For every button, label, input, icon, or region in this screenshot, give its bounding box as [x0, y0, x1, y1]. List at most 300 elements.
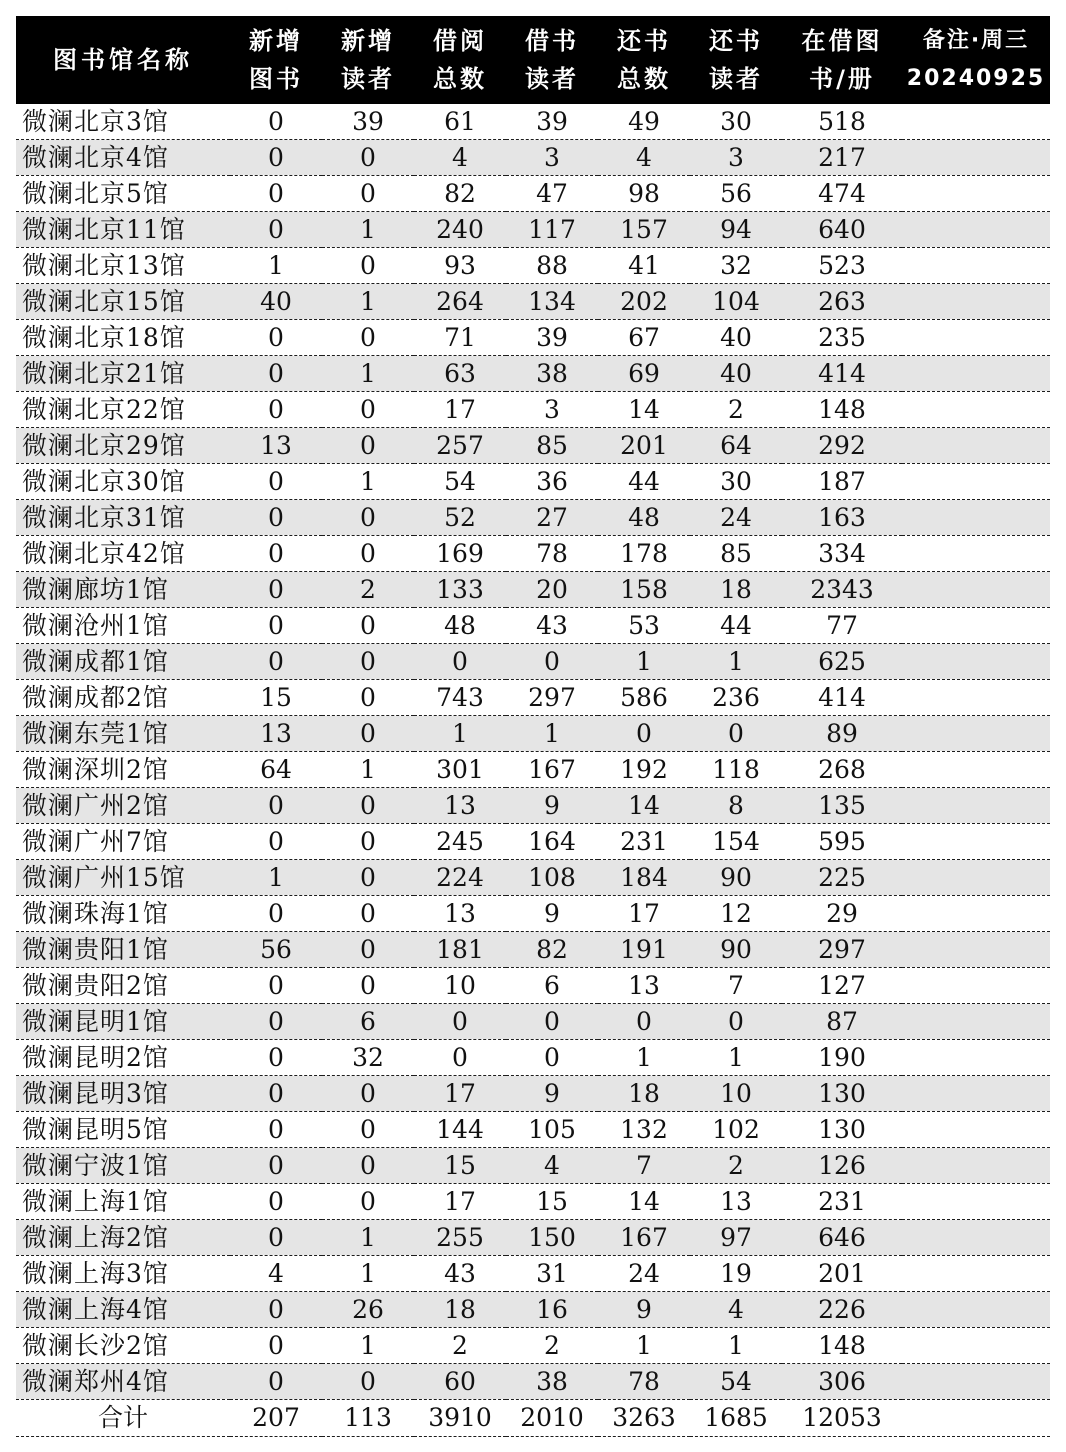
table-cell: 0	[230, 320, 322, 356]
table-cell: 6	[506, 968, 598, 1004]
table-row	[16, 1364, 1050, 1400]
library-name-cell: 微澜上海3馆	[16, 1256, 230, 1292]
table-cell: 13	[598, 968, 690, 1004]
table-cell: 135	[782, 788, 902, 824]
table-cell: 0	[230, 572, 322, 608]
table-cell: 15	[506, 1184, 598, 1220]
table-cell: 60	[414, 1364, 506, 1400]
table-cell: 54	[414, 464, 506, 500]
table-cell: 150	[506, 1220, 598, 1256]
library-name-cell: 微澜上海1馆	[16, 1184, 230, 1220]
table-cell: 78	[598, 1364, 690, 1400]
table-cell: 105	[506, 1112, 598, 1148]
table-row	[16, 500, 1050, 536]
table-cell: 523	[782, 248, 902, 284]
table-cell: 0	[230, 1364, 322, 1400]
table-cell: 3	[506, 392, 598, 428]
table-cell: 187	[782, 464, 902, 500]
library-name-cell: 微澜北京13馆	[16, 248, 230, 284]
table-cell: 15	[414, 1148, 506, 1184]
table-cell: 88	[506, 248, 598, 284]
table-cell: 743	[414, 680, 506, 716]
table-row	[16, 824, 1050, 860]
table-row	[16, 896, 1050, 932]
library-name-cell: 微澜北京42馆	[16, 536, 230, 572]
table-footer	[16, 1400, 1050, 1437]
table-row	[16, 1004, 1050, 1040]
table-cell: 0	[230, 1328, 322, 1364]
table-cell: 40	[230, 284, 322, 320]
table-cell: 2	[506, 1328, 598, 1364]
table-row	[16, 1328, 1050, 1364]
table-cell: 1	[690, 644, 782, 680]
library-name-cell: 微澜沧州1馆	[16, 608, 230, 644]
table-cell: 1	[506, 716, 598, 752]
table-cell: 0	[230, 824, 322, 860]
table-cell: 625	[782, 644, 902, 680]
table-cell: 163	[782, 500, 902, 536]
totals-cell: 12053	[782, 1400, 902, 1437]
table-cell: 224	[414, 860, 506, 896]
table-cell: 518	[782, 104, 902, 140]
table-cell: 0	[230, 1004, 322, 1040]
table-cell	[902, 824, 1050, 860]
table-cell: 104	[690, 284, 782, 320]
table-cell	[902, 572, 1050, 608]
table-cell: 87	[782, 1004, 902, 1040]
header-total-returns: 还书 总数	[598, 16, 690, 104]
table-cell: 181	[414, 932, 506, 968]
table-cell	[902, 1292, 1050, 1328]
table-row	[16, 536, 1050, 572]
table-cell: 0	[230, 1112, 322, 1148]
library-name-cell: 微澜长沙2馆	[16, 1328, 230, 1364]
table-cell: 4	[598, 140, 690, 176]
library-name-cell: 微澜昆明3馆	[16, 1076, 230, 1112]
table-cell: 39	[322, 104, 414, 140]
table-row	[16, 572, 1050, 608]
table-cell: 133	[414, 572, 506, 608]
table-cell: 297	[782, 932, 902, 968]
table-cell: 1	[598, 644, 690, 680]
table-cell: 17	[598, 896, 690, 932]
table-cell: 2	[322, 572, 414, 608]
library-name-cell: 微澜东莞1馆	[16, 716, 230, 752]
table-cell: 1	[322, 212, 414, 248]
totals-row	[16, 1400, 1050, 1437]
table-cell: 97	[690, 1220, 782, 1256]
library-name-cell: 微澜昆明5馆	[16, 1112, 230, 1148]
library-name-cell: 微澜昆明2馆	[16, 1040, 230, 1076]
table-cell	[902, 1364, 1050, 1400]
table-cell: 0	[322, 1112, 414, 1148]
table-cell: 27	[506, 500, 598, 536]
table-cell	[902, 248, 1050, 284]
table-cell: 9	[506, 788, 598, 824]
table-cell: 0	[322, 788, 414, 824]
table-cell: 0	[322, 1076, 414, 1112]
table-cell	[902, 608, 1050, 644]
table-cell	[902, 860, 1050, 896]
library-name-cell: 微澜北京15馆	[16, 284, 230, 320]
table-row	[16, 140, 1050, 176]
table-cell: 235	[782, 320, 902, 356]
table-cell: 4	[230, 1256, 322, 1292]
table-cell: 0	[322, 140, 414, 176]
totals-label: 合计	[16, 1400, 230, 1437]
table-row	[16, 932, 1050, 968]
table-cell: 48	[414, 608, 506, 644]
table-cell: 61	[414, 104, 506, 140]
table-cell	[902, 896, 1050, 932]
table-cell: 9	[506, 1076, 598, 1112]
table-cell: 102	[690, 1112, 782, 1148]
header-row	[16, 16, 1050, 104]
table-cell	[902, 1040, 1050, 1076]
table-cell: 53	[598, 608, 690, 644]
table-cell: 44	[598, 464, 690, 500]
table-cell: 1	[598, 1328, 690, 1364]
table-cell	[902, 320, 1050, 356]
table-cell: 154	[690, 824, 782, 860]
table-cell: 47	[506, 176, 598, 212]
table-cell: 164	[506, 824, 598, 860]
table-cell: 167	[598, 1220, 690, 1256]
library-name-cell: 微澜贵阳1馆	[16, 932, 230, 968]
library-name-cell: 微澜北京3馆	[16, 104, 230, 140]
table-cell: 90	[690, 932, 782, 968]
table-cell: 13	[414, 896, 506, 932]
table-cell: 24	[598, 1256, 690, 1292]
table-cell: 26	[322, 1292, 414, 1328]
header-new-books: 新增 图书	[230, 16, 322, 104]
table-cell: 0	[230, 1148, 322, 1184]
table-cell: 132	[598, 1112, 690, 1148]
table-row	[16, 1112, 1050, 1148]
table-cell: 18	[598, 1076, 690, 1112]
table-cell: 6	[322, 1004, 414, 1040]
table-cell: 56	[690, 176, 782, 212]
table-cell: 39	[506, 320, 598, 356]
table-cell: 90	[690, 860, 782, 896]
table-row	[16, 1292, 1050, 1328]
table-cell: 48	[598, 500, 690, 536]
table-row	[16, 356, 1050, 392]
table-row	[16, 104, 1050, 140]
table-cell: 32	[322, 1040, 414, 1076]
table-cell: 19	[690, 1256, 782, 1292]
table-cell: 29	[782, 896, 902, 932]
library-name-cell: 微澜广州2馆	[16, 788, 230, 824]
table-cell: 231	[598, 824, 690, 860]
table-cell: 0	[230, 356, 322, 392]
library-name-cell: 微澜成都1馆	[16, 644, 230, 680]
table-cell: 192	[598, 752, 690, 788]
table-cell	[902, 392, 1050, 428]
table-cell: 1	[414, 716, 506, 752]
table-cell: 184	[598, 860, 690, 896]
table-cell: 2343	[782, 572, 902, 608]
table-cell: 64	[690, 428, 782, 464]
table-cell: 108	[506, 860, 598, 896]
table-cell: 15	[230, 680, 322, 716]
totals-cell: 2010	[506, 1400, 598, 1437]
table-cell	[902, 464, 1050, 500]
table-cell: 0	[322, 896, 414, 932]
table-cell: 201	[782, 1256, 902, 1292]
table-cell: 0	[230, 1076, 322, 1112]
table-cell: 0	[230, 176, 322, 212]
table-cell	[902, 212, 1050, 248]
table-cell: 1	[322, 1328, 414, 1364]
table-cell: 77	[782, 608, 902, 644]
table-cell: 43	[414, 1256, 506, 1292]
table-cell: 0	[230, 968, 322, 1004]
table-cell	[902, 932, 1050, 968]
table-cell: 130	[782, 1076, 902, 1112]
table-cell: 0	[230, 1040, 322, 1076]
totals-cell	[902, 1400, 1050, 1437]
table-cell: 0	[322, 824, 414, 860]
table-header	[16, 16, 1050, 104]
table-cell: 10	[690, 1076, 782, 1112]
library-name-cell: 微澜上海4馆	[16, 1292, 230, 1328]
table-cell: 8	[690, 788, 782, 824]
table-row	[16, 608, 1050, 644]
table-cell	[902, 1184, 1050, 1220]
table-row	[16, 392, 1050, 428]
table-cell: 0	[414, 1004, 506, 1040]
table-cell: 264	[414, 284, 506, 320]
library-name-cell: 微澜北京21馆	[16, 356, 230, 392]
table-cell	[902, 716, 1050, 752]
table-row	[16, 1220, 1050, 1256]
table-cell: 2	[414, 1328, 506, 1364]
table-cell: 134	[506, 284, 598, 320]
table-body	[16, 104, 1050, 1400]
table-cell: 30	[690, 104, 782, 140]
table-cell: 0	[322, 320, 414, 356]
table-cell	[902, 1256, 1050, 1292]
table-cell: 38	[506, 1364, 598, 1400]
table-cell: 0	[690, 716, 782, 752]
table-cell: 14	[598, 788, 690, 824]
table-cell: 1	[322, 1256, 414, 1292]
table-cell: 54	[690, 1364, 782, 1400]
table-cell: 71	[414, 320, 506, 356]
table-cell: 297	[506, 680, 598, 716]
table-row	[16, 1184, 1050, 1220]
table-cell	[902, 500, 1050, 536]
header-library-name: 图书馆名称	[16, 16, 230, 104]
table-cell: 130	[782, 1112, 902, 1148]
table-cell: 226	[782, 1292, 902, 1328]
table-cell: 13	[230, 428, 322, 464]
table-cell: 17	[414, 1184, 506, 1220]
table-cell: 190	[782, 1040, 902, 1076]
table-cell: 255	[414, 1220, 506, 1256]
header-returning-readers: 还书 读者	[690, 16, 782, 104]
table-cell: 1	[322, 356, 414, 392]
table-cell: 2	[690, 392, 782, 428]
table-cell: 158	[598, 572, 690, 608]
table-cell: 595	[782, 824, 902, 860]
header-total-loans: 借阅 总数	[414, 16, 506, 104]
table-row	[16, 860, 1050, 896]
table-cell: 0	[322, 1148, 414, 1184]
table-cell: 0	[230, 392, 322, 428]
table-cell: 18	[414, 1292, 506, 1328]
table-cell: 39	[506, 104, 598, 140]
table-cell: 1	[322, 464, 414, 500]
table-cell: 0	[230, 1220, 322, 1256]
library-name-cell: 微澜北京5馆	[16, 176, 230, 212]
table-cell: 201	[598, 428, 690, 464]
table-cell: 64	[230, 752, 322, 788]
table-cell	[902, 140, 1050, 176]
table-cell: 3	[690, 140, 782, 176]
library-name-cell: 微澜贵阳2馆	[16, 968, 230, 1004]
table-cell	[902, 1076, 1050, 1112]
table-cell: 1	[230, 248, 322, 284]
table-cell: 646	[782, 1220, 902, 1256]
table-cell: 40	[690, 356, 782, 392]
table-row	[16, 716, 1050, 752]
table-cell: 0	[414, 1040, 506, 1076]
table-cell: 89	[782, 716, 902, 752]
table-cell: 18	[690, 572, 782, 608]
table-cell: 127	[782, 968, 902, 1004]
table-cell: 236	[690, 680, 782, 716]
table-row	[16, 1256, 1050, 1292]
library-name-cell: 微澜北京29馆	[16, 428, 230, 464]
table-cell	[902, 428, 1050, 464]
table-cell: 0	[322, 932, 414, 968]
totals-cell: 113	[322, 1400, 414, 1437]
library-name-cell: 微澜成都2馆	[16, 680, 230, 716]
table-cell: 0	[230, 212, 322, 248]
table-cell	[902, 968, 1050, 1004]
table-row	[16, 176, 1050, 212]
table-cell: 0	[414, 644, 506, 680]
table-cell: 17	[414, 1076, 506, 1112]
totals-cell: 3263	[598, 1400, 690, 1437]
table-cell	[902, 356, 1050, 392]
table-cell: 0	[230, 896, 322, 932]
table-cell: 292	[782, 428, 902, 464]
table-cell: 225	[782, 860, 902, 896]
table-cell: 169	[414, 536, 506, 572]
table-row	[16, 1076, 1050, 1112]
table-cell: 67	[598, 320, 690, 356]
table-cell	[902, 1328, 1050, 1364]
table-cell: 82	[506, 932, 598, 968]
table-cell: 14	[598, 392, 690, 428]
table-row	[16, 212, 1050, 248]
table-cell: 1	[322, 1220, 414, 1256]
table-cell: 43	[506, 608, 598, 644]
table-cell: 14	[598, 1184, 690, 1220]
table-row	[16, 1148, 1050, 1184]
table-cell: 231	[782, 1184, 902, 1220]
table-cell	[902, 1220, 1050, 1256]
table-cell: 245	[414, 824, 506, 860]
header-note-date: 备注·周三 20240925	[902, 16, 1050, 104]
table-cell: 0	[230, 644, 322, 680]
table-cell	[902, 752, 1050, 788]
table-row	[16, 680, 1050, 716]
table-cell: 13	[690, 1184, 782, 1220]
table-cell: 0	[230, 1292, 322, 1328]
table-cell: 7	[690, 968, 782, 1004]
table-cell: 118	[690, 752, 782, 788]
header-borrowing-readers: 借书 读者	[506, 16, 598, 104]
table-cell: 0	[322, 500, 414, 536]
table-cell: 268	[782, 752, 902, 788]
library-name-cell: 微澜北京30馆	[16, 464, 230, 500]
table-row	[16, 644, 1050, 680]
table-cell: 414	[782, 680, 902, 716]
table-cell: 301	[414, 752, 506, 788]
table-row	[16, 788, 1050, 824]
table-cell: 4	[506, 1148, 598, 1184]
table-cell: 36	[506, 464, 598, 500]
table-cell	[902, 176, 1050, 212]
table-cell: 240	[414, 212, 506, 248]
table-cell	[902, 1112, 1050, 1148]
table-cell: 148	[782, 1328, 902, 1364]
table-cell: 0	[230, 536, 322, 572]
table-cell: 414	[782, 356, 902, 392]
table-row	[16, 968, 1050, 1004]
table-cell: 148	[782, 392, 902, 428]
table-cell: 0	[506, 1004, 598, 1040]
table-cell: 0	[322, 608, 414, 644]
table-row	[16, 428, 1050, 464]
table-row	[16, 320, 1050, 356]
table-cell: 85	[690, 536, 782, 572]
table-cell: 191	[598, 932, 690, 968]
table-cell: 0	[322, 1184, 414, 1220]
header-books-on-loan: 在借图 书/册	[782, 16, 902, 104]
table-cell: 44	[690, 608, 782, 644]
library-name-cell: 微澜广州15馆	[16, 860, 230, 896]
table-cell: 1	[322, 752, 414, 788]
table-cell: 586	[598, 680, 690, 716]
table-cell	[902, 680, 1050, 716]
table-cell	[902, 788, 1050, 824]
table-cell: 4	[414, 140, 506, 176]
table-cell: 78	[506, 536, 598, 572]
table-cell: 0	[506, 1040, 598, 1076]
table-cell: 1	[598, 1040, 690, 1076]
table-cell: 17	[414, 392, 506, 428]
table-cell: 0	[322, 860, 414, 896]
table-cell: 0	[598, 716, 690, 752]
table-cell: 1	[690, 1040, 782, 1076]
totals-cell: 1685	[690, 1400, 782, 1437]
table-cell: 0	[322, 248, 414, 284]
table-cell: 98	[598, 176, 690, 212]
table-cell: 3	[506, 140, 598, 176]
table-cell: 0	[230, 608, 322, 644]
table-cell: 4	[690, 1292, 782, 1328]
table-cell: 9	[506, 896, 598, 932]
library-name-cell: 微澜北京18馆	[16, 320, 230, 356]
table-cell: 13	[414, 788, 506, 824]
library-name-cell: 微澜上海2馆	[16, 1220, 230, 1256]
table-row	[16, 752, 1050, 788]
